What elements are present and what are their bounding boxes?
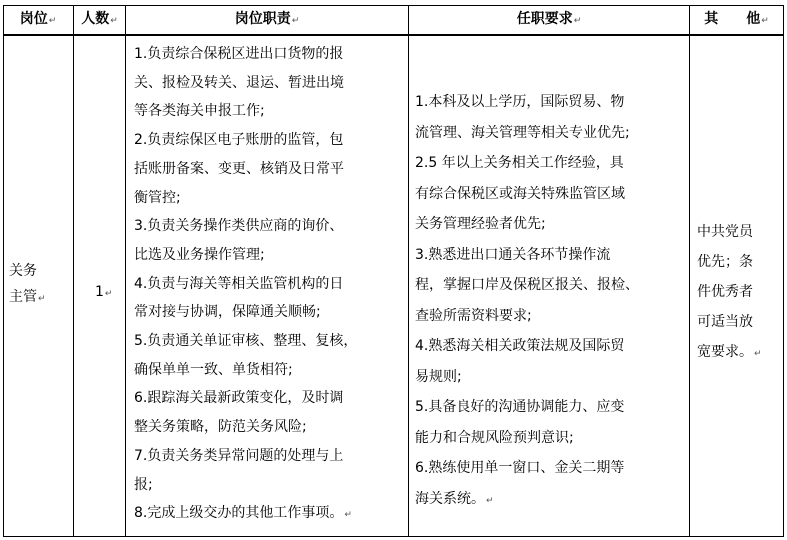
header-count: 人数↵ — [81, 11, 118, 27]
cell-duties: 1.负责综合保税区进出口货物的报 关、报检及转关、退运、暂进出境 等各类海关申报工作; 2.负责综保区电子账册的监管，包 括账册备案、变更、核销及日常平 衡管控; 3.负责关务操作类供应商的询价、 比选及业务操作管理; 4.负责与海关等相关监管机构的日 常对接与协调，保障通关顺畅; 5.负责通关单证审核、整理、复核， 确保单单一致、单货相符; 6.跟踪海关最新政策变化，及时调 整关务策略，防范关务风险; 7.负责关务类异常问题的处理与上 报; 8.完成上级交办的其他工作事项。↵ — [134, 46, 358, 522]
table-border-left — [3, 5, 4, 537]
cell-other: 中共党员 优先；条 件优秀者 可适当放 宽要求。↵ — [697, 224, 762, 360]
header-other: 其 他↵ — [704, 11, 769, 27]
column-divider — [125, 5, 126, 537]
column-divider — [73, 5, 74, 537]
job-table — [3, 5, 784, 537]
cell-requirements: 1.本科及以上学历，国际贸易、物 流管理、海关管理等相关专业优先; 2.5 年以上关务相关工作经验，具 有综合保税区或海关特殊监管区域 关务管理经验者优先; 3.熟悉进出口通关各环节操作流 程，掌握口岸及保税区报关、报检、 查验所需资料要求; 4.熟悉海关相关政策法规及国际贸 易规则; 5.具备良好的沟通协调能力、应变 能力和合规风险预判意识; 6.熟练使用单一窗口、金关二期等 海关系统。↵ — [415, 94, 639, 507]
header-position: 岗位↵ — [19, 11, 57, 27]
header-requirements: 任职要求↵ — [516, 11, 582, 27]
column-divider — [689, 5, 690, 537]
header-duties: 岗位职责↵ — [234, 11, 300, 27]
table-border-bottom — [3, 536, 784, 537]
column-divider — [408, 5, 409, 537]
cell-count: 1↵ — [95, 284, 113, 300]
cell-position: 关务 主管↵ — [9, 263, 46, 305]
table-border-right — [783, 5, 784, 537]
